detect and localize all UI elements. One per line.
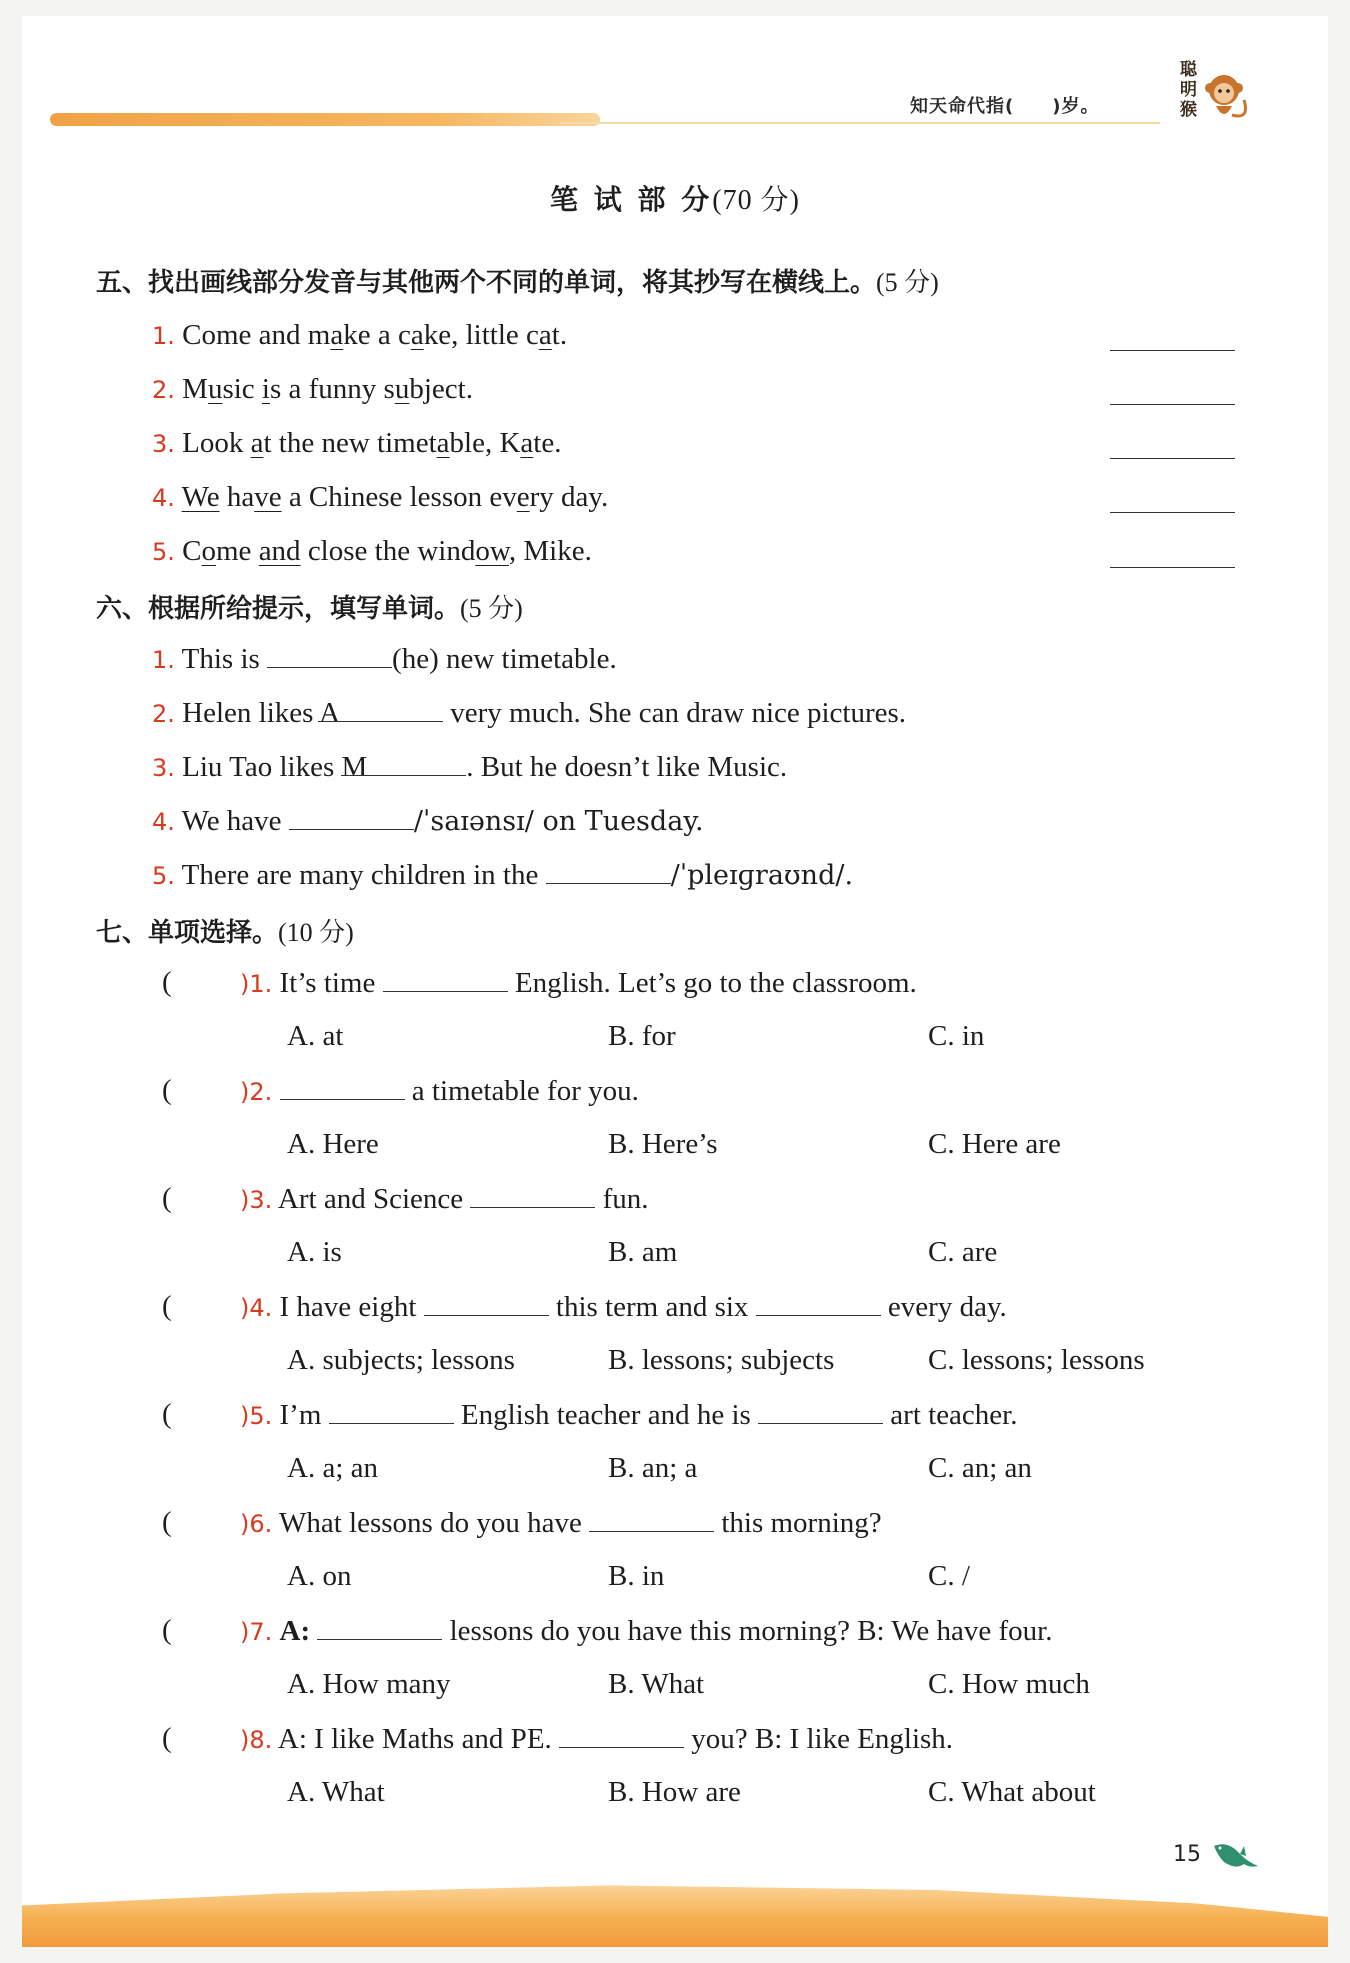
mc-question-3 (240, 1182, 649, 1217)
text: Look (182, 427, 251, 459)
text: t the new timet (263, 427, 437, 459)
text: a timetable for you. (404, 1075, 639, 1107)
underlined-letters: ow (475, 535, 509, 567)
question-number: )6. (240, 1510, 273, 1538)
text: ke a c (343, 319, 411, 351)
option-a[interactable]: A. What (287, 1776, 385, 1808)
fill-blank[interactable] (280, 1077, 405, 1100)
header-motto: 知天命代指( )岁。 (910, 96, 1100, 117)
text: (he) new timetable. (392, 643, 617, 675)
section-7-title: 七、单项选择。 (96, 918, 279, 948)
item-number: 1. (152, 646, 175, 674)
mascot-label: 聪明猴 (1180, 60, 1197, 120)
mc-question-2 (240, 1074, 639, 1109)
underlined-letters: We (181, 481, 220, 513)
option-a[interactable]: A. a; an (287, 1452, 378, 1484)
text: close the wind (300, 535, 476, 567)
page-number: 15 (1173, 1842, 1201, 1867)
text: very much. She can draw nice pictures. (443, 697, 907, 729)
mc-question-5 (240, 1398, 1017, 1433)
underlined-letters: u (394, 373, 410, 405)
underlined-letters: o (201, 535, 216, 567)
text: English teacher and he is (453, 1399, 759, 1431)
text: this term and six (548, 1291, 756, 1323)
option-c[interactable]: C. / (928, 1560, 970, 1592)
underlined-letters: a (538, 319, 552, 351)
option-b[interactable]: B. What (608, 1668, 705, 1700)
underlined-letters: ve (254, 481, 282, 513)
fill-blank[interactable] (589, 1509, 714, 1532)
underlined-letters: i (261, 373, 270, 405)
text: ble, K (449, 427, 521, 459)
fill-blank[interactable] (470, 1185, 595, 1208)
text: sic (222, 373, 262, 405)
s6-item-3 (152, 750, 787, 785)
text: a Chinese lesson ev (281, 481, 517, 513)
option-c[interactable]: C. in (928, 1020, 985, 1052)
option-c[interactable]: C. How much (928, 1668, 1090, 1700)
section-5-points: (5 分) (876, 268, 939, 297)
item-number: 4. (152, 484, 175, 512)
question-number: )2. (240, 1078, 273, 1106)
option-b[interactable]: B. in (608, 1560, 665, 1592)
option-c[interactable]: C. an; an (928, 1452, 1032, 1484)
text: We have (181, 805, 289, 837)
question-number: )5. (240, 1402, 273, 1430)
option-a[interactable]: A. How many (287, 1668, 451, 1700)
section-5-title: 五、找出画线部分发音与其他两个不同的单词，将其抄写在横线上。 (96, 268, 877, 298)
s6-item-1 (152, 642, 617, 677)
fill-blank[interactable] (758, 1401, 883, 1424)
section-7-heading (96, 912, 354, 949)
fill-blank[interactable] (756, 1293, 881, 1316)
text: It’s time (279, 967, 383, 999)
text: I’m (279, 1399, 329, 1431)
dolphin-icon (1210, 1836, 1262, 1876)
text: ke, little c (423, 319, 539, 351)
text: art teacher. (883, 1399, 1018, 1431)
fill-blank[interactable] (341, 753, 466, 776)
answer-bracket[interactable]: ( (162, 1722, 172, 1754)
answer-bracket[interactable]: ( (162, 1074, 172, 1106)
text: ry day. (529, 481, 609, 513)
option-c[interactable]: C. What about (928, 1776, 1096, 1808)
option-c[interactable]: C. are (928, 1236, 998, 1268)
answer-bracket[interactable]: ( (162, 1506, 172, 1538)
option-b[interactable]: B. How are (608, 1776, 741, 1808)
fill-blank[interactable] (424, 1293, 549, 1316)
question-number: )1. (240, 970, 273, 998)
section-7-points: (10 分) (278, 918, 354, 947)
section-6-title: 六、根据所给提示，填写单词。 (96, 594, 461, 624)
text: this morning? (714, 1507, 882, 1539)
header-orange-bar (50, 113, 600, 126)
underlined-letters: e (516, 481, 530, 513)
answer-bracket[interactable]: ( (162, 966, 172, 998)
answer-bracket[interactable]: ( (162, 1398, 172, 1430)
text: bject. (409, 373, 473, 405)
fill-blank[interactable] (289, 807, 414, 830)
mc-question-1 (240, 966, 917, 1001)
phonetic-hint: /ˈpleɪɡraʊnd/. (670, 860, 854, 891)
section-5-heading (96, 262, 939, 299)
answer-line[interactable] (1110, 458, 1235, 459)
option-b[interactable]: B. am (608, 1236, 678, 1268)
text: lessons do you have this morning? B: We have four. (442, 1615, 1053, 1647)
mc-question-8 (240, 1722, 953, 1757)
text: M (182, 373, 208, 405)
s6-item-5 (152, 858, 853, 893)
fill-blank[interactable] (329, 1401, 454, 1424)
fill-blank[interactable] (318, 699, 443, 722)
item-number: 2. (152, 376, 175, 404)
phonetic-hint: /ˈsaɪənsɪ/ on Tuesday. (413, 806, 704, 837)
section-6-points: (5 分) (460, 594, 523, 623)
section-6-heading (96, 588, 523, 625)
text: Come and m (182, 319, 331, 351)
option-b[interactable]: B. for (608, 1020, 676, 1052)
header-rule (560, 122, 1160, 124)
underlined-letters: a (330, 319, 344, 351)
s6-item-2 (152, 696, 906, 731)
option-a[interactable]: A. is (287, 1236, 342, 1268)
text: C (182, 535, 202, 567)
text: A: I like Maths and PE. (277, 1723, 560, 1755)
item-number: 4. (152, 808, 175, 836)
underlined-letters: a (410, 319, 424, 351)
text: every day. (880, 1291, 1007, 1323)
page-title (0, 178, 1350, 218)
answer-bracket[interactable]: ( (162, 1614, 172, 1646)
item-number: 1. (152, 322, 175, 350)
question-number: )3. (240, 1186, 273, 1214)
item-number: 2. (152, 700, 175, 728)
text: . But he doesn’t like Music. (466, 751, 788, 783)
text: Helen likes A (182, 697, 341, 729)
text: There are many children in the (181, 859, 546, 891)
text: Liu Tao likes M (182, 751, 368, 783)
option-b[interactable]: B. an; a (608, 1452, 698, 1484)
answer-line[interactable] (1110, 567, 1235, 568)
title-text: 笔 试 部 分 (550, 183, 713, 216)
text: English. Let’s go to the classroom. (507, 967, 917, 999)
question-number: )8. (240, 1726, 273, 1754)
option-a[interactable]: A. Here (287, 1128, 379, 1160)
option-b[interactable]: B. Here’s (608, 1128, 718, 1160)
text: I have eight (279, 1291, 424, 1323)
underlined-letters: u (207, 373, 223, 405)
text: fun. (595, 1183, 649, 1215)
item-number: 3. (152, 754, 175, 782)
text: Art and Science (277, 1183, 471, 1215)
item-number: 5. (152, 538, 175, 566)
fill-blank[interactable] (559, 1725, 684, 1748)
underlined-letters: a (436, 427, 450, 459)
fill-blank[interactable] (383, 969, 508, 992)
text: ha (219, 481, 255, 513)
fill-blank[interactable] (267, 645, 392, 668)
item-number: 5. (152, 862, 175, 890)
text: t. (551, 319, 568, 351)
title-score: (70 分) (712, 185, 800, 216)
s5-item-2 (152, 372, 473, 407)
answer-bracket[interactable]: ( (162, 1182, 172, 1214)
text: This is (181, 643, 268, 675)
text: te. (533, 427, 562, 459)
option-a[interactable]: A. subjects; lessons (287, 1344, 515, 1376)
answer-line[interactable] (1110, 512, 1235, 513)
option-c[interactable]: C. lessons; lessons (928, 1344, 1145, 1376)
option-a[interactable]: A. at (287, 1020, 344, 1052)
s5-item-5 (152, 534, 592, 569)
s5-item-3 (152, 426, 561, 461)
text: s a funny s (269, 373, 395, 405)
underlined-letters: a (520, 427, 534, 459)
text: , Mike. (508, 535, 592, 567)
mc-question-7 (240, 1614, 1052, 1649)
question-number: )4. (240, 1294, 273, 1322)
item-number: 3. (152, 430, 175, 458)
answer-line[interactable] (1110, 350, 1235, 351)
s6-item-4 (152, 804, 704, 839)
text: A: (279, 1615, 318, 1647)
fill-blank[interactable] (317, 1617, 442, 1640)
question-number: )7. (240, 1618, 273, 1646)
underlined-letters: and (258, 535, 301, 567)
mc-question-4 (240, 1290, 1007, 1325)
answer-bracket[interactable]: ( (162, 1290, 172, 1322)
s5-item-4 (152, 480, 608, 515)
underlined-letters: a (250, 427, 264, 459)
s5-item-1 (152, 318, 567, 353)
option-c[interactable]: C. Here are (928, 1128, 1061, 1160)
mc-question-6 (240, 1506, 882, 1541)
answer-line[interactable] (1110, 404, 1235, 405)
text: What lessons do you have (279, 1507, 590, 1539)
text: me (216, 535, 259, 567)
fill-blank[interactable] (546, 861, 671, 884)
text: you? B: I like English. (684, 1723, 954, 1755)
option-b[interactable]: B. lessons; subjects (608, 1344, 835, 1376)
option-a[interactable]: A. on (287, 1560, 352, 1592)
